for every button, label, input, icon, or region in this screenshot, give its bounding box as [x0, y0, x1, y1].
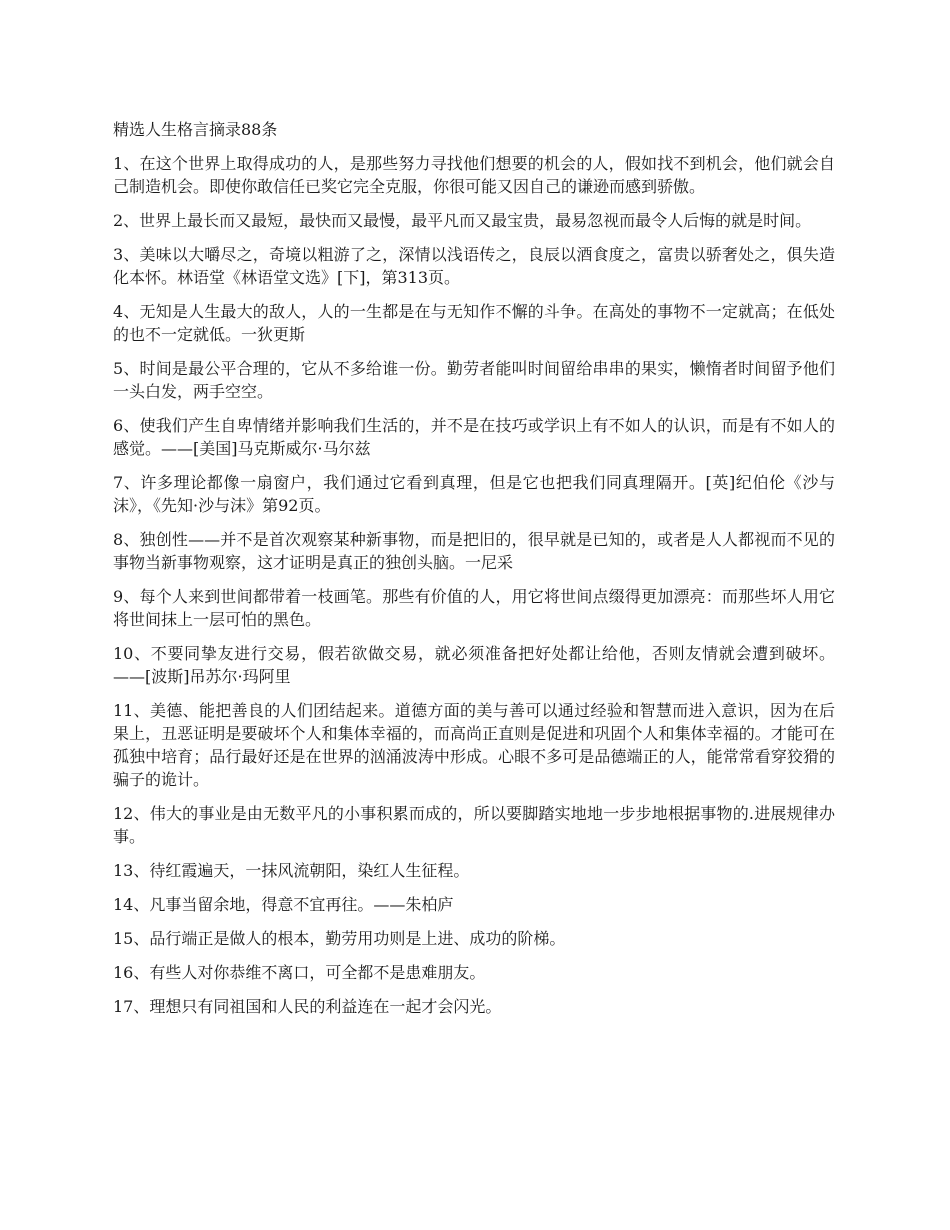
document-title: 精选人生格言摘录88条	[113, 120, 278, 139]
quote-17: 17、理想只有同祖国和人民的利益连在一起才会闪光。	[113, 997, 502, 1016]
quote-7: 7、许多理论都像一扇窗户，我们通过它看到真理，但是它也把我们同真理隔开。[英]纪伯伦《沙与沫》，《先知·沙与沫》第92页。	[113, 473, 835, 515]
quote-11: 11、美德、能把善良的人们团结起来。道德方面的美与善可以通过经验和智慧而进入意识，因为在后果上，丑恶证明是要破坏个人和集体幸福的，而高尚正直则是促进和巩固个人和集体幸福的。才能可在孤独中培育；品行最好还是在世界的汹涌波涛中形成。心眼不多可是品德端正的人，能常常看穿狡猾的骗子的诡计。	[113, 701, 835, 789]
quote-1: 1、在这个世界上取得成功的人，是那些努力寻找他们想要的机会的人，假如找不到机会，他们就会自己制造机会。即使你敢信任已奖它完全克服，你很可能又因自己的谦逊而感到骄傲。	[113, 154, 835, 196]
quote-6: 6、使我们产生自卑情绪并影响我们生活的，并不是在技巧或学识上有不如人的认识，而是有不如人的感觉。——[美国]马克斯威尔·马尔兹	[113, 416, 835, 458]
quote-15: 15、品行端正是做人的根本，勤劳用功则是上进、成功的阶梯。	[113, 929, 566, 948]
quote-5: 5、时间是最公平合理的，它从不多给谁一份。勤劳者能叫时间留给串串的果实，懒惰者时间留予他们一头白发，两手空空。	[113, 359, 835, 401]
quote-2: 2、世界上最长而又最短，最快而又最慢，最平凡而又最宝贵，最易忽视而最令人后悔的就是时间。	[113, 211, 812, 230]
quote-4: 4、无知是人生最大的敌人，人的一生都是在与无知作不懈的斗争。在高处的事物不一定就高；在低处的也不一定就低。一狄更斯	[113, 302, 835, 344]
quote-12: 12、伟大的事业是由无数平凡的小事积累而成的，所以要脚踏实地地一步步地根据事物的.进展规律办事。	[113, 804, 835, 846]
quote-8: 8、独创性——并不是首次观察某种新事物，而是把旧的，很早就是已知的，或者是人人都视而不见的事物当新事物观察，这才证明是真正的独创头脑。一尼采	[113, 530, 835, 572]
quote-3: 3、美味以大嚼尽之，奇境以粗游了之，深情以浅语传之，良辰以酒食度之，富贵以骄奢处之，俱失造化本怀。林语堂《林语堂文选》[下]，第313页。	[113, 245, 835, 287]
document-content	[113, 118, 835, 1029]
quote-10: 10、不要同挚友进行交易，假若欲做交易，就必须准备把好处都让给他，否则友情就会遭到破坏。——[波斯]吊苏尔·玛阿里	[113, 644, 835, 686]
quote-16: 16、有些人对你恭维不离口，可全都不是患难朋友。	[113, 963, 486, 982]
quote-9: 9、每个人来到世间都带着一枝画笔。那些有价值的人，用它将世间点缀得更加漂亮：而那些坏人用它将世间抹上一层可怕的黑色。	[113, 587, 835, 629]
quote-14: 14、凡事当留余地，得意不宜再往。——朱柏庐	[113, 895, 454, 914]
quote-13: 13、待红霞遍天，一抹风流朝阳，染红人生征程。	[113, 861, 470, 880]
